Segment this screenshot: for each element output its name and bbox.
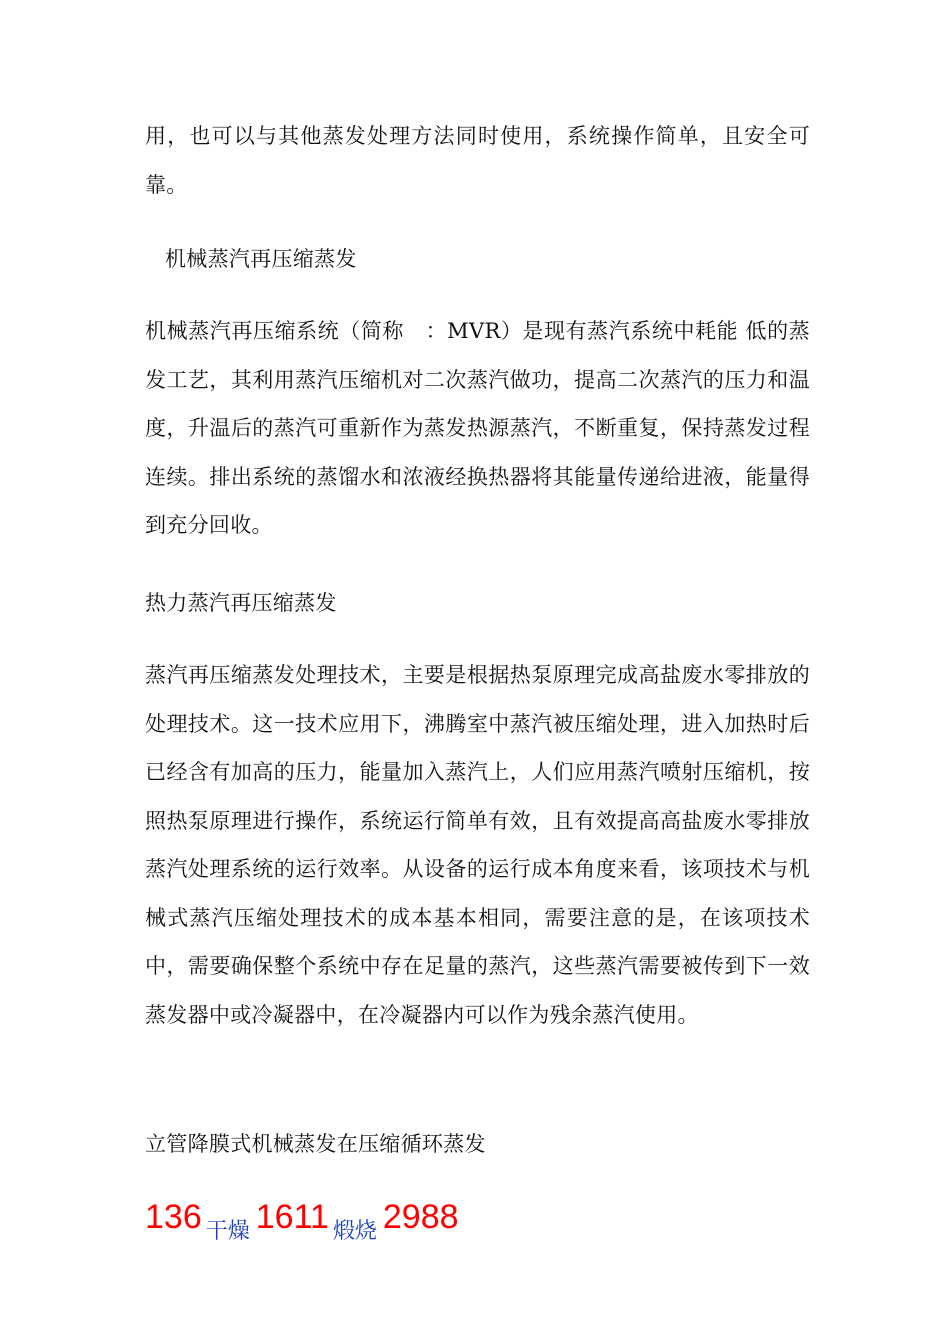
paragraph-tvr: 蒸汽再压缩蒸发处理技术，主要是根据热泵原理完成高盐废水零排放的处理技术。这一技术应用下，沸腾室中蒸汽被压缩处理，进入加热时后已经含有加高的压力，能量加入蒸汽上，人们应用蒸汽喷射压缩机，按照热泵原理进行操作，系统运行简单有效，且有效提高高盐废水零排放蒸汽处理系统的运行效率。从设备的运行成本角度来看，该项技术与机械式蒸汽压缩处理技术的成本基本相同，需要注意的是，在该项技术中，需要确保整个系统中存在足量的蒸汽，这些蒸汽需要被传到下一效蒸发器中或冷凝器中，在冷凝器内可以作为残余蒸汽使用。 xyxy=(145,663,810,1027)
footer-number-1: 136 xyxy=(145,1198,202,1236)
heading-falling-film: 立管降膜式机械蒸发在压缩循环蒸发 xyxy=(145,1132,486,1156)
heading-tvr: 热力蒸汽再压缩蒸发 xyxy=(145,591,337,615)
heading-mvr: 机械蒸汽再压缩蒸发 xyxy=(165,247,357,271)
paragraph-intro: 用，也可以与其他蒸发处理方法同时使用，系统操作简单，且安全可靠。 xyxy=(145,124,810,197)
footer-keyword-drying: 干燥 xyxy=(205,1219,250,1244)
footer-contact-line xyxy=(145,1198,459,1258)
footer-number-3: 2988 xyxy=(382,1198,459,1236)
footer-number-2: 1611 xyxy=(255,1198,329,1236)
paragraph-mvr: 机械蒸汽再压缩系统（简称 ：MVR）是现有蒸汽系统中耗能 低的蒸发工艺，其利用蒸汽压缩机对二次蒸汽做功，提高二次蒸汽的压力和温度，升温后的蒸汽可重新作为蒸发热源蒸汽，不断重复，保持蒸发过程连续。排出系统的蒸馏水和浓液经换热器将其能量传递给进液，能量得到充分回收。 xyxy=(145,319,810,537)
footer-keyword-calcining: 煅烧 xyxy=(332,1219,377,1244)
